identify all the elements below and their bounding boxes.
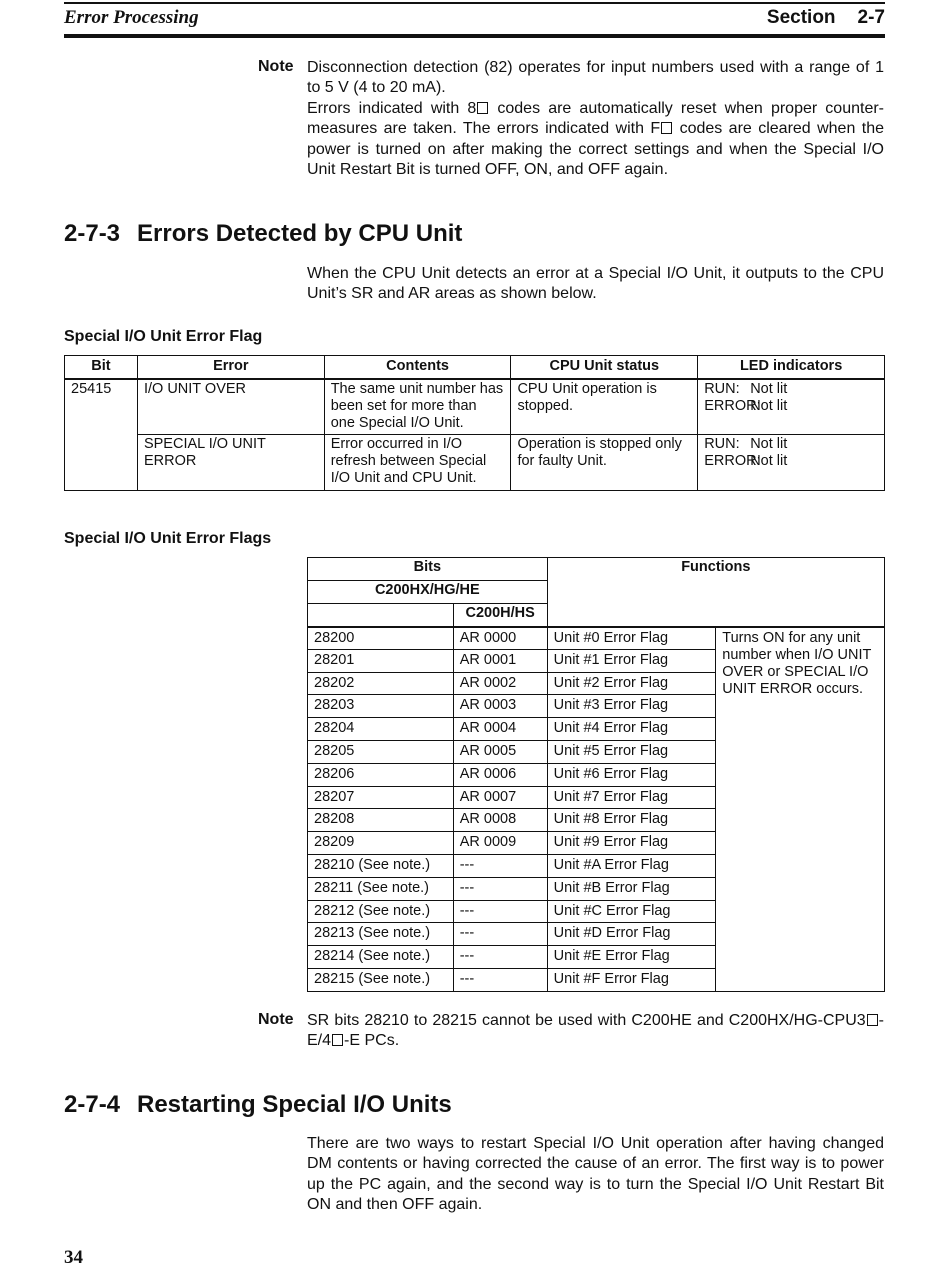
section-intro: When the CPU Unit detects an error at a Special I/O Unit, it outputs to the CPU Unit’s SR and AR areas as shown below. [307,265,884,303]
error-cell: I/O UNIT OVER [137,379,324,435]
flag-cell: Unit #6 Error Flag [547,763,716,786]
ar-cell: AR 0005 [453,740,547,763]
note-label: Note [258,58,294,75]
flag-cell: Unit #7 Error Flag [547,786,716,809]
status-cell: CPU Unit operation is stopped. [511,379,698,435]
note-text [307,58,884,180]
ar-cell: --- [453,854,547,877]
placeholder-box-icon [867,1014,878,1026]
column-header: Bit [65,356,138,379]
bit-cell: 28203 [308,695,454,718]
flag-cell: Unit #1 Error Flag [547,649,716,672]
contents-cell: Error occurred in I/O refresh between Special I/O Unit and CPU Unit. [324,435,511,491]
note-paragraph-1: Disconnection detection (82) operates for input numbers used with a range of 1 to 5 V (4 to 20 mA). [307,59,884,97]
bit-cell: 28205 [308,740,454,763]
table1-title: Special I/O Unit Error Flag [64,328,263,345]
section-number: 2-7 [857,7,885,28]
ar-cell: --- [453,877,547,900]
error-flag-table [64,355,885,491]
error-flags-table [307,557,885,992]
c200h-header: C200H/HS [453,604,547,627]
bit-cell: 28207 [308,786,454,809]
flag-cell: Unit #9 Error Flag [547,832,716,855]
ar-cell: AR 0002 [453,672,547,695]
flag-cell: Unit #4 Error Flag [547,718,716,741]
note-label-2: Note [258,1011,294,1028]
bit-cell: 28210 (See note.) [308,854,454,877]
column-header: Error [137,356,324,379]
flag-cell: Unit #2 Error Flag [547,672,716,695]
ar-cell: --- [453,968,547,991]
led-cell: RUN: Not lit ERROR: Not lit [698,435,885,491]
table-row [65,435,885,491]
ar-cell: AR 0000 [453,627,547,650]
ar-cell: AR 0001 [453,649,547,672]
flag-cell: Unit #A Error Flag [547,854,716,877]
description-cell: Turns ON for any unit number when I/O UNIT OVER or SPECIAL I/O UNIT ERROR occurs. [716,627,885,992]
chapter-title: Error Processing [64,7,199,28]
led-cell: RUN: Not lit ERROR: Not lit [698,379,885,435]
bit-cell: 28208 [308,809,454,832]
note-paragraph-2: Errors indicated with 8 codes are automatically reset when proper countermeasures are taken. The errors indicated with F codes are cleared when the power is turned on after making the correct settings and when the Special I/O Unit Restart Bit is turned OFF, ON, and OFF again. [307,99,885,179]
ar-cell: AR 0007 [453,786,547,809]
ar-cell: AR 0009 [453,832,547,855]
section-heading-2-7-4: 2-7-4 Restarting Special I/O Units [64,1091,452,1118]
functions-header: Functions [547,558,884,627]
flag-cell: Unit #D Error Flag [547,923,716,946]
placeholder-box-icon [332,1034,343,1046]
page-number: 34 [64,1247,83,1268]
ar-cell: AR 0003 [453,695,547,718]
ar-cell: --- [453,900,547,923]
bit-cell: 28204 [308,718,454,741]
bit-cell: 28212 (See note.) [308,900,454,923]
bit-cell: 28211 (See note.) [308,877,454,900]
bit-cell: 28214 (See note.) [308,946,454,969]
c200hx-header: C200HX/HG/HE [308,581,548,604]
section-label [767,7,885,29]
note-text-2: SR bits 28210 to 28215 cannot be used with C200HE and C200HX/HG-CPU3 -E/4 -E PCs. [307,1012,884,1050]
table-row [65,379,885,435]
flag-cell: Unit #5 Error Flag [547,740,716,763]
column-header: CPU Unit status [511,356,698,379]
table2-title: Special I/O Unit Error Flags [64,530,272,547]
section-word: Section [766,7,836,28]
bit-cell: 28202 [308,672,454,695]
flag-cell: Unit #E Error Flag [547,946,716,969]
error-cell: SPECIAL I/O UNIT ERROR [137,435,324,491]
section-body: There are two ways to restart Special I/O Unit operation after having changed DM contents or having corrected the cause of an error. The first way is to power up the PC again, and the second way is to turn the Special I/O Unit Restart Bit ON and then OFF again. [307,1135,884,1214]
column-header: Contents [324,356,511,379]
ar-cell: AR 0008 [453,809,547,832]
flag-cell: Unit #C Error Flag [547,900,716,923]
flag-cell: Unit #B Error Flag [547,877,716,900]
ar-cell: --- [453,923,547,946]
bit-cell: 28215 (See note.) [308,968,454,991]
flag-cell: Unit #0 Error Flag [547,627,716,650]
bits-header: Bits [308,558,548,581]
placeholder-box-icon [661,122,672,134]
ar-cell: AR 0006 [453,763,547,786]
bit-cell: 28206 [308,763,454,786]
flag-cell: Unit #8 Error Flag [547,809,716,832]
flag-cell: Unit #3 Error Flag [547,695,716,718]
bit-cell: 28200 [308,627,454,650]
ar-cell: AR 0004 [453,718,547,741]
bit-cell: 25415 [65,379,138,491]
section-heading-2-7-3: 2-7-3 Errors Detected by CPU Unit [64,220,463,247]
status-cell: Operation is stopped only for faulty Unit. [511,435,698,491]
column-header: LED indicators [698,356,885,379]
page-header [64,2,885,38]
bit-cell: 28213 (See note.) [308,923,454,946]
contents-cell: The same unit number has been set for more than one Special I/O Unit. [324,379,511,435]
header-spacer [308,604,454,627]
flag-cell: Unit #F Error Flag [547,968,716,991]
placeholder-box-icon [477,102,488,114]
ar-cell: --- [453,946,547,969]
bit-cell: 28209 [308,832,454,855]
table-row [308,627,885,650]
bit-cell: 28201 [308,649,454,672]
